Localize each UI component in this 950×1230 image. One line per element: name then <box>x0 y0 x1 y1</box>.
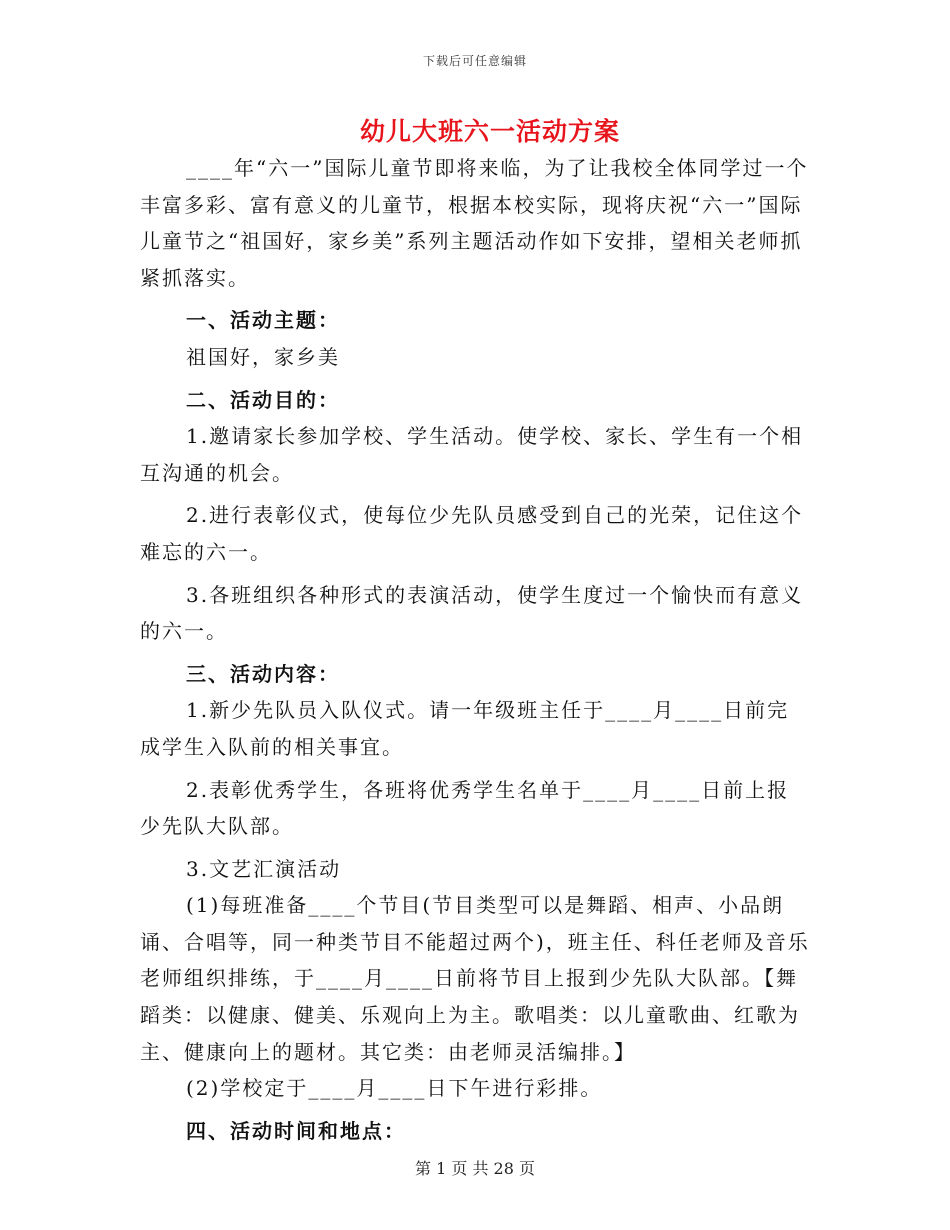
document-body <box>140 150 810 1149</box>
purpose-item-1: 1.邀请家长参加学校、学生活动。使学校、家长、学生有一个相互沟通的机会。 <box>140 424 804 485</box>
page-number-footer: 第 1 页 共 28 页 <box>415 1159 535 1178</box>
content-item-1: 1.新少先队员入队仪式。请一年级班主任于____月____日前完成学生入队前的相关事宜。 <box>140 698 790 759</box>
document-title: 幼儿大班六一活动方案 <box>359 117 620 146</box>
content-item-2: 2.表彰优秀学生，各班将优秀学生名单于____月____日前上报少先队大队部。 <box>140 777 790 839</box>
intro-paragraph: ____年“六一”国际儿童节即将来临，为了让我校全体同学过一个丰富多彩、富有意义的儿童节，根据本校实际，现将庆祝“六一”国际儿童节之“祖国好，家乡美”系列主题活动作如下安排，望相关老师抓紧抓落实。 <box>140 156 809 290</box>
content-item-3-sub-1: (1)每班准备____个节目(节目类型可以是舞蹈、相声、小品朗诵、合唱等，同一种类节目不能超过两个)，班主任、科任老师及音乐老师组织排练，于____月____日前将节目上报到少先队大队部。【舞蹈类：以健康、健美、乐观向上为主。歌唱类：以儿童歌曲、红歌为主、健康向上的题材。其它类：由老师灵活编排。】 <box>140 893 810 1064</box>
content-item-3: 3.文艺汇演活动 <box>186 856 342 881</box>
purpose-item-2: 2.进行表彰仪式，使每位少先队员感受到自己的光荣，记住这个难忘的六一。 <box>140 503 804 564</box>
purpose-item-3: 3.各班组织各种形式的表演活动，使学生度过一个愉快而有意义的六一。 <box>140 582 804 644</box>
section-heading-purpose: 二、活动目的： <box>186 387 340 412</box>
page-header: 下载后可任意编辑 <box>422 54 527 68</box>
content-item-3-sub-2: (2)学校定于____月____日下午进行彩排。 <box>186 1076 603 1101</box>
theme-paragraph: 祖国好，家乡美 <box>186 344 340 369</box>
section-heading-content: 三、活动内容： <box>186 661 340 686</box>
section-heading-time-place: 四、活动时间和地点： <box>186 1118 406 1143</box>
section-heading-theme: 一、活动主题： <box>186 308 340 333</box>
